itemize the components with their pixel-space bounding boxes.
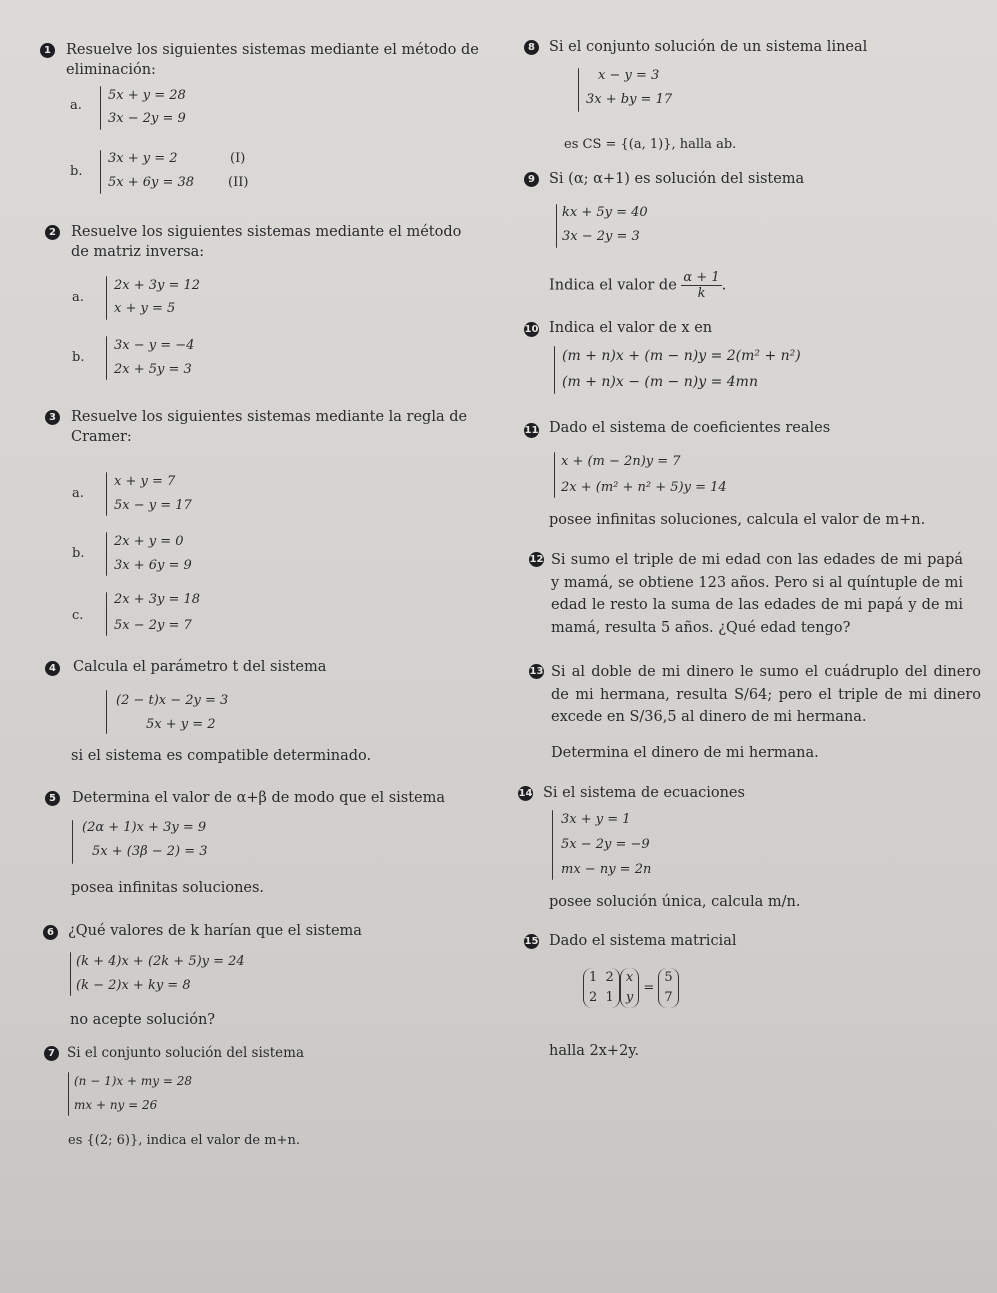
equation: 5x + 6y = 38 — [108, 175, 195, 190]
system-brace — [70, 952, 71, 996]
problem-8-condition: es CS = {(a, 1)}, halla ab. — [564, 137, 737, 152]
equation: 3x − y = −4 — [114, 338, 195, 353]
equation: (2α + 1)x + 3y = 9 — [82, 820, 207, 835]
equation: x + (m − 2n)y = 7 — [561, 454, 681, 469]
problem-number-badge: 4 — [45, 661, 60, 676]
fraction — [681, 270, 721, 301]
item-label: b. — [72, 546, 85, 561]
equation: kx + 5y = 40 — [562, 205, 648, 220]
system-brace — [554, 346, 555, 394]
problem-number-badge: 11 — [524, 425, 539, 436]
matrix-cell: 1 — [605, 990, 614, 1005]
system-brace — [106, 592, 107, 636]
equation: 2x + 3y = 18 — [114, 592, 201, 607]
problem-4-condition: si el sistema es compatible determinado. — [71, 748, 372, 764]
system-brace — [578, 68, 579, 112]
vector-cell: 7 — [664, 990, 673, 1005]
problem-number-badge: 6 — [43, 925, 58, 940]
equation: 2x + 3y = 12 — [114, 278, 201, 293]
equation: 5x − 2y = −9 — [561, 837, 650, 852]
problem-9-question — [549, 270, 726, 301]
equation: 3x + 6y = 9 — [114, 558, 192, 573]
system-brace — [554, 452, 555, 498]
problem-number-badge: 8 — [524, 40, 539, 55]
vector-cell: x — [625, 970, 634, 985]
equation: (n − 1)x + my = 28 — [74, 1074, 192, 1088]
equation: 2x + 5y = 3 — [114, 362, 192, 377]
problem-7-condition: es {(2; 6)}, indica el valor de m+n. — [68, 1133, 300, 1148]
problem-3-statement: Resuelve los siguientes sistemas mediante la regla de Cramer: — [71, 409, 468, 445]
equation: x + y = 7 — [114, 474, 176, 489]
problem-11-condition: posee infinitas soluciones, calcula el valor de m+n. — [549, 512, 926, 528]
vector-cell: 5 — [664, 970, 673, 985]
item-label: a. — [72, 290, 84, 305]
equation: 5x + (3β − 2) = 3 — [92, 844, 208, 859]
system-brace — [552, 810, 553, 880]
system-brace — [106, 532, 107, 576]
equation: x + y = 5 — [114, 301, 176, 316]
system-brace — [72, 820, 73, 864]
problem-4-statement: Calcula el parámetro t del sistema — [73, 659, 327, 675]
problem-5-condition: posea infinitas soluciones. — [71, 880, 265, 896]
problem-number-badge: 9 — [524, 172, 539, 187]
problem-1-statement: Resuelve los siguientes sistemas mediante el método de eliminación: — [66, 42, 479, 78]
variable-vector — [620, 968, 639, 1008]
equation: 5x + y = 28 — [108, 88, 186, 103]
equation: x − y = 3 — [598, 68, 660, 83]
problem-6-statement: ¿Qué valores de k harían que el sistema — [68, 923, 362, 939]
problem-number-badge: 5 — [45, 791, 60, 806]
equation: 3x − 2y = 9 — [108, 111, 186, 126]
problem-number-badge: 2 — [45, 225, 60, 240]
equation: (2 − t)x − 2y = 3 — [116, 693, 229, 708]
problem-number-badge: 7 — [44, 1046, 59, 1061]
problem-11-statement: Dado el sistema de coeficientes reales — [549, 420, 831, 436]
problem-13-statement: Si al doble de mi dinero le sumo el cuádruplo del dinero de mi hermana, resulta S/64; pero el triple de mi dinero excede en S/36,5 al dinero de mi hermana. — [551, 664, 981, 725]
problem-7-statement: Si el conjunto solución del sistema — [67, 1045, 304, 1061]
equation: (k − 2)x + ky = 8 — [76, 978, 191, 993]
matrix-cell: 1 — [589, 970, 598, 985]
result-vector — [658, 968, 678, 1008]
item-label: a. — [72, 486, 84, 501]
coefficient-matrix — [583, 968, 620, 1008]
problem-9-question-text: Indica el valor de — [549, 277, 677, 294]
item-label: a. — [70, 98, 82, 113]
system-brace — [106, 336, 107, 380]
system-brace — [100, 86, 101, 130]
problem-number-badge: 15 — [524, 936, 539, 947]
problem-5-statement: Determina el valor de α+β de modo que el sistema — [72, 790, 446, 806]
problem-12-statement: Si sumo el triple de mi edad con las edades de mi papá y mamá, se obtiene 123 años. Pero si al quíntuple de mi edad le resto la suma de las edades de mi papá y de mi mamá, resulta 5 años. ¿Qué edad tengo? — [551, 552, 963, 636]
equation: 2x + (m² + n² + 5)y = 14 — [561, 480, 727, 495]
matrix-equation: 1 2 2 1x y = 5 7 — [583, 968, 679, 1008]
equation: 3x − 2y = 3 — [562, 229, 640, 244]
vector-cell: y — [625, 990, 634, 1005]
system-brace — [100, 150, 101, 194]
system-brace — [106, 690, 107, 734]
problem-number-badge: 10 — [524, 324, 539, 335]
problem-15-statement: Dado el sistema matricial — [549, 933, 737, 949]
equation: 5x − 2y = 7 — [114, 618, 192, 633]
fraction-numerator: α + 1 — [683, 270, 720, 285]
equation: mx + ny = 26 — [74, 1098, 158, 1112]
problem-9-statement: Si (α; α+1) es solución del sistema — [549, 171, 805, 187]
problem-number-badge: 14 — [518, 788, 533, 799]
system-brace — [68, 1072, 69, 1116]
equation: (m + n)x + (m − n)y = 2(m² + n²) — [562, 348, 801, 364]
problem-9-period: . — [721, 277, 727, 294]
equation-tag: (II) — [228, 175, 249, 190]
problem-14-condition: posee solución única, calcula m/n. — [549, 894, 801, 910]
equation: 5x − y = 17 — [114, 498, 192, 513]
fraction-denominator: k — [697, 286, 706, 301]
problem-6-condition: no acepte solución? — [70, 1012, 216, 1028]
equation: (k + 4)x + (2k + 5)y = 24 — [76, 954, 245, 969]
item-label: b. — [70, 164, 83, 179]
problem-2-statement: Resuelve los siguientes sistemas mediante el método de matriz inversa: — [71, 224, 462, 260]
equation: (m + n)x − (m − n)y = 4mn — [562, 374, 758, 390]
problem-number-badge: 1 — [40, 43, 55, 58]
problem-13-question: Determina el dinero de mi hermana. — [551, 745, 819, 761]
matrix-cell: 2 — [605, 970, 614, 985]
item-label: b. — [72, 350, 85, 365]
problem-number-badge: 12 — [529, 554, 544, 565]
equation: mx − ny = 2n — [561, 862, 652, 877]
problem-14-statement: Si el sistema de ecuaciones — [543, 785, 745, 801]
system-brace — [106, 472, 107, 516]
equation: 2x + y = 0 — [114, 534, 184, 549]
matrix-cell: 2 — [589, 990, 598, 1005]
problem-15-question: halla 2x+2y. — [549, 1043, 640, 1059]
system-brace — [556, 204, 557, 248]
equation: 5x + y = 2 — [146, 717, 216, 732]
equation: 3x + y = 2 — [108, 151, 178, 166]
problem-number-badge: 3 — [45, 410, 60, 425]
equation-tag: (I) — [230, 151, 246, 166]
problem-number-badge: 13 — [529, 666, 544, 677]
problem-10-statement: Indica el valor de x en — [549, 320, 713, 336]
item-label: c. — [72, 608, 84, 623]
equation: 3x + by = 17 — [586, 92, 673, 107]
equation: 3x + y = 1 — [561, 812, 631, 827]
system-brace — [106, 276, 107, 320]
problem-8-statement: Si el conjunto solución de un sistema lineal — [549, 39, 868, 55]
